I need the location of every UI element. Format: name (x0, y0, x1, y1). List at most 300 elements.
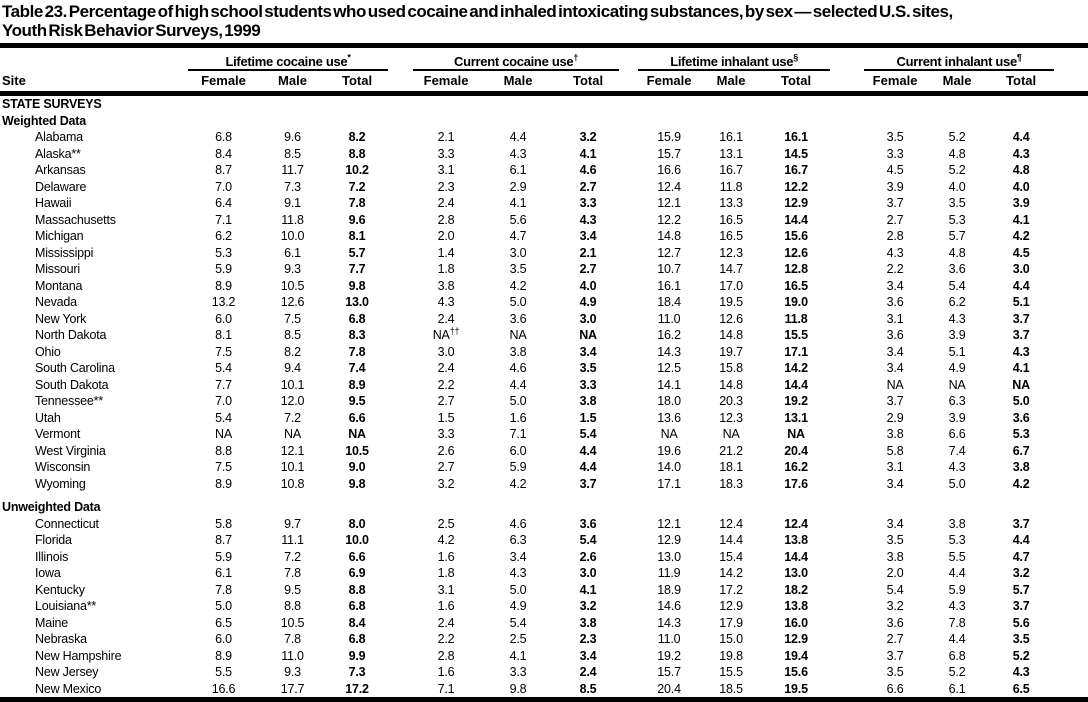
data-cell-total: 3.8 (579, 615, 597, 630)
data-cell-total: 16.0 (784, 615, 808, 630)
data-cell-total: 4.3 (579, 212, 597, 227)
group-gap (619, 426, 638, 443)
group-gap (619, 129, 638, 146)
group-gap (1054, 393, 1088, 410)
group-gap (619, 278, 638, 295)
data-cell-female: 7.0 (215, 179, 232, 194)
data-cell-female: 3.5 (886, 665, 904, 680)
site-name-cell: New Mexico (35, 681, 102, 696)
group-gap (388, 146, 413, 163)
group-gap (830, 344, 864, 361)
data-cell-female: 4.5 (886, 163, 904, 178)
data-cell-female: 2.1 (437, 130, 455, 145)
group-gap (388, 443, 413, 460)
data-cell-female: 8.9 (215, 648, 232, 663)
site-name-cell: West Virginia (35, 443, 106, 458)
data-cell-total: 3.7 (579, 476, 597, 491)
data-cell-female: 3.6 (886, 615, 904, 630)
group-gap (1054, 344, 1088, 361)
data-cell-female: 3.5 (886, 130, 904, 145)
site-name-cell: Delaware (35, 179, 87, 194)
data-cell-total: 3.8 (1012, 460, 1030, 475)
data-cell-total: 2.3 (579, 632, 597, 647)
data-cell-female: 3.4 (886, 278, 904, 293)
data-cell-total: 3.6 (579, 516, 597, 531)
data-cell-female: 8.9 (215, 476, 232, 491)
data-cell-male: 12.0 (280, 394, 305, 409)
data-cell-male: 3.4 (509, 549, 527, 564)
data-cell-total: 12.4 (784, 516, 808, 531)
table-row-arkansas (0, 162, 1088, 179)
table-row-nevada (0, 294, 1088, 311)
data-cell-male: 16.5 (719, 229, 743, 244)
group-gap (1054, 294, 1088, 311)
group-gap (1054, 631, 1088, 648)
data-cell-male: 3.5 (948, 196, 966, 211)
data-cell-male: 10.5 (280, 615, 305, 630)
group-gap (830, 179, 864, 196)
data-cell-male: 5.9 (948, 582, 966, 597)
data-cell-total: 17.6 (784, 476, 808, 491)
data-cell-female: 4.2 (437, 533, 455, 548)
site-name-cell: Wisconsin (35, 460, 91, 475)
data-cell-female: 16.6 (211, 681, 236, 696)
data-cell-total: 4.4 (1012, 533, 1030, 548)
data-cell-total: 16.5 (784, 278, 808, 293)
table-row-missouri (0, 261, 1088, 278)
data-cell-female: 19.6 (657, 443, 681, 458)
data-cell-male: 4.3 (948, 311, 966, 326)
table-row-connecticut (0, 516, 1088, 533)
data-cell-female: 7.7 (215, 377, 232, 392)
data-cell-total: 4.3 (1012, 344, 1030, 359)
data-cell-female: 3.3 (437, 146, 455, 161)
site-column-header: Site (2, 73, 26, 88)
data-cell-male: 18.3 (719, 476, 743, 491)
group-gap (830, 70, 864, 91)
data-cell-male: 6.1 (509, 163, 527, 178)
data-cell-female: 3.8 (437, 278, 455, 293)
col-header-female: Female (201, 73, 246, 88)
section-heading-weighted-data: Weighted Data (2, 113, 86, 128)
data-cell-total: 1.5 (579, 410, 597, 425)
data-cell-total: 12.9 (784, 196, 808, 211)
group-gap (830, 443, 864, 460)
group-gap (619, 70, 638, 91)
group-gap (388, 516, 413, 533)
group-gap (1054, 476, 1088, 493)
group-gap (830, 582, 864, 599)
group-gap (388, 261, 413, 278)
group-gap (1054, 212, 1088, 229)
group-gap (388, 426, 413, 443)
data-cell-total: 4.6 (579, 163, 597, 178)
data-cell-total: 12.2 (784, 179, 808, 194)
group-gap (830, 516, 864, 533)
data-cell-female: 7.5 (215, 344, 232, 359)
data-cell-total: 2.1 (579, 245, 597, 260)
group-gap (619, 459, 638, 476)
group-gap (619, 681, 638, 698)
data-cell-male: 15.4 (719, 549, 743, 564)
data-cell-male: 11.8 (719, 179, 743, 194)
data-cell-male: 10.0 (280, 229, 305, 244)
data-cell-female: 4.3 (886, 245, 904, 260)
site-name-cell: Alabama (35, 130, 83, 145)
data-cell-male: 4.6 (509, 516, 527, 531)
col-header-total: Total (781, 73, 812, 88)
data-cell-total: 14.4 (784, 549, 808, 564)
data-cell-male: 4.3 (509, 566, 527, 581)
group-gap (619, 582, 638, 599)
group-gap (830, 162, 864, 179)
table-row-south-dakota (0, 377, 1088, 394)
group-gap (388, 664, 413, 681)
data-cell-total: 4.1 (1012, 212, 1030, 227)
data-cell-total: 3.4 (579, 648, 597, 663)
data-cell-male: 9.4 (284, 361, 301, 376)
data-cell-female: 14.1 (657, 377, 681, 392)
data-cell-female: 6.4 (215, 196, 232, 211)
data-cell-female: 3.4 (886, 361, 904, 376)
data-cell-male: 2.9 (509, 179, 527, 194)
data-cell-female: 7.1 (437, 681, 455, 696)
data-cell-male: 9.5 (284, 582, 301, 597)
site-name-cell: Connecticut (35, 516, 99, 531)
group-gap (388, 228, 413, 245)
group-gap (619, 516, 638, 533)
data-cell-total: 4.0 (1012, 179, 1030, 194)
group-gap (619, 261, 638, 278)
site-name-cell: Hawaii (35, 196, 72, 211)
data-cell-female: 6.8 (215, 130, 232, 145)
group-gap (388, 615, 413, 632)
data-cell-female: 2.7 (437, 460, 455, 475)
data-cell-male: 17.2 (719, 582, 743, 597)
data-cell-male: 15.0 (719, 632, 743, 647)
data-cell-total: 4.7 (1012, 549, 1030, 564)
data-cell-female: 3.8 (886, 549, 904, 564)
group-gap (388, 179, 413, 196)
data-cell-male: 7.5 (284, 311, 301, 326)
group-gap (1054, 410, 1088, 427)
data-cell-female: 11.9 (657, 566, 681, 581)
group-header-lifetime-inhalant-use: Lifetime inhalant use§ (638, 48, 830, 70)
group-gap (830, 615, 864, 632)
group-gap (830, 476, 864, 493)
data-cell-female: 14.3 (657, 344, 681, 359)
data-cell-female: 3.2 (437, 476, 455, 491)
data-cell-female: NA (886, 377, 904, 392)
site-name-cell: North Dakota (35, 328, 107, 343)
data-cell-total: 4.1 (579, 146, 597, 161)
data-cell-female: 2.4 (437, 615, 455, 630)
data-cell-male: 13.1 (719, 146, 743, 161)
data-cell-female: 19.2 (657, 648, 681, 663)
data-cell-female: 4.3 (437, 295, 455, 310)
data-cell-female: 1.8 (437, 566, 455, 581)
group-gap (830, 278, 864, 295)
col-header-male: Male (503, 73, 533, 88)
data-cell-male: 5.2 (948, 163, 966, 178)
data-cell-total: 15.6 (784, 665, 808, 680)
data-cell-male: 3.9 (948, 410, 966, 425)
data-cell-total: 7.8 (348, 344, 366, 359)
table-row-montana (0, 278, 1088, 295)
data-cell-male: 10.1 (280, 460, 305, 475)
data-cell-male: 4.2 (509, 278, 527, 293)
data-cell-female: 8.9 (215, 278, 232, 293)
data-cell-female: 14.6 (657, 599, 681, 614)
group-gap (388, 360, 413, 377)
data-cell-male: 3.5 (509, 262, 527, 277)
data-cell-female: 3.1 (437, 582, 455, 597)
footnote-marker: ¶ (1016, 52, 1022, 63)
data-cell-total: 2.4 (579, 665, 597, 680)
group-gap (1054, 598, 1088, 615)
group-gap (830, 410, 864, 427)
data-cell-total: 4.3 (1012, 146, 1030, 161)
group-gap (619, 648, 638, 665)
site-name-cell: Ohio (35, 344, 61, 359)
group-gap (619, 393, 638, 410)
data-cell-total: 14.4 (784, 212, 808, 227)
data-cell-female: 12.2 (657, 212, 681, 227)
data-cell-female: 7.5 (215, 460, 232, 475)
group-gap (388, 70, 413, 91)
group-gap (388, 459, 413, 476)
table-row-mississippi (0, 245, 1088, 262)
group-gap (830, 426, 864, 443)
data-cell-female: NA†† (432, 327, 460, 343)
data-cell-male: 3.9 (948, 328, 966, 343)
data-cell-female: 3.2 (886, 599, 904, 614)
data-cell-female: 5.9 (215, 262, 232, 277)
data-cell-total: 5.1 (1012, 295, 1030, 310)
data-cell-female: 7.0 (215, 394, 232, 409)
col-header-male: Male (278, 73, 307, 88)
table-row-alabama (0, 129, 1088, 146)
table-row-kentucky (0, 582, 1088, 599)
group-gap (1054, 129, 1088, 146)
site-name-cell: New York (35, 311, 87, 326)
data-cell-female: 2.9 (886, 410, 904, 425)
group-gap (388, 393, 413, 410)
data-cell-total: 4.1 (1012, 361, 1030, 376)
data-cell-male: 11.7 (281, 163, 304, 178)
site-name-cell: Mississippi (35, 245, 94, 260)
table-title-line-1: Table 23. Percentage of high school students who used cocaine and inhaled intoxicating substances, by sex — selected U.S. sites, (2, 2, 953, 21)
data-cell-male: 9.8 (509, 681, 527, 696)
data-cell-male: 4.4 (509, 377, 527, 392)
data-cell-male: 5.4 (509, 615, 527, 630)
data-cell-male: 4.7 (509, 229, 527, 244)
site-name-cell: Vermont (35, 427, 81, 442)
group-gap (1054, 549, 1088, 566)
data-cell-female: 20.4 (657, 681, 681, 696)
data-cell-total: 5.6 (1012, 615, 1030, 630)
data-cell-male: NA (284, 427, 301, 442)
group-gap (830, 377, 864, 394)
group-gap (388, 565, 413, 582)
group-gap (830, 532, 864, 549)
data-cell-female: 3.4 (886, 516, 904, 531)
data-cell-total: 19.0 (784, 295, 808, 310)
group-gap (388, 212, 413, 229)
data-cell-total: 8.9 (348, 377, 366, 392)
data-cell-total: 6.9 (348, 566, 366, 581)
group-gap (619, 360, 638, 377)
group-gap (388, 162, 413, 179)
data-cell-total: 3.7 (1012, 311, 1030, 326)
data-cell-female: 3.5 (886, 533, 904, 548)
group-gap (830, 195, 864, 212)
group-gap (619, 410, 638, 427)
group-gap (1054, 327, 1088, 344)
data-cell-male: 8.5 (284, 328, 301, 343)
data-cell-total: 5.0 (1012, 394, 1030, 409)
data-cell-male: 4.4 (948, 566, 966, 581)
data-cell-female: 12.1 (657, 516, 681, 531)
data-cell-male: 9.7 (284, 516, 301, 531)
group-gap (1054, 48, 1088, 70)
data-cell-female: 2.8 (886, 229, 904, 244)
table-row-hawaii (0, 195, 1088, 212)
data-cell-total: 8.0 (348, 516, 366, 531)
data-cell-male: 17.9 (719, 615, 743, 630)
data-cell-male: 4.3 (948, 599, 966, 614)
data-cell-female: 2.0 (886, 566, 904, 581)
group-gap (1054, 681, 1088, 698)
data-cell-total: 4.2 (1012, 229, 1030, 244)
data-cell-total: 8.1 (348, 229, 366, 244)
data-cell-total: 3.9 (1012, 196, 1030, 211)
data-cell-female: 13.0 (657, 549, 681, 564)
group-gap (1054, 516, 1088, 533)
site-name-cell: Illinois (35, 549, 69, 564)
data-cell-male: 6.2 (948, 295, 966, 310)
data-cell-female: 15.7 (657, 146, 681, 161)
group-gap (388, 327, 413, 344)
data-cell-male: 9.1 (284, 196, 301, 211)
table-row-nebraska (0, 631, 1088, 648)
data-cell-female: 2.7 (886, 212, 904, 227)
data-cell-total: 8.3 (348, 328, 366, 343)
group-gap (388, 294, 413, 311)
data-cell-male: 4.3 (509, 146, 527, 161)
data-cell-male: 4.1 (509, 648, 527, 663)
data-cell-female: 11.0 (657, 632, 681, 647)
data-cell-total: 13.0 (784, 566, 808, 581)
data-cell-female: 5.4 (215, 361, 232, 376)
data-cell-female: 6.0 (215, 311, 232, 326)
col-header-female: Female (646, 73, 692, 88)
group-gap (388, 48, 413, 70)
group-gap (619, 615, 638, 632)
group-gap (388, 129, 413, 146)
data-cell-male: 5.3 (948, 533, 966, 548)
section-heading-unweighted-data: Unweighted Data (2, 500, 101, 515)
section-heading-state-surveys: STATE SURVEYS (2, 97, 102, 112)
data-cell-female: 11.0 (657, 311, 681, 326)
site-name-cell: Wyoming (35, 476, 86, 491)
group-gap (830, 129, 864, 146)
data-cell-total: 8.5 (579, 681, 597, 696)
data-cell-female: 3.1 (886, 311, 904, 326)
group-gap (619, 327, 638, 344)
data-cell-male: NA (509, 328, 527, 343)
data-cell-total: 19.5 (784, 681, 808, 696)
data-cell-male: 8.8 (284, 599, 301, 614)
data-cell-female: 8.7 (215, 533, 232, 548)
data-cell-total: 13.8 (784, 533, 808, 548)
data-cell-male: 8.2 (284, 344, 301, 359)
group-gap (1054, 195, 1088, 212)
footnote-marker: § (793, 52, 798, 63)
data-cell-female: 5.5 (215, 665, 232, 680)
table-body (0, 96, 1088, 697)
group-gap (830, 294, 864, 311)
data-cell-female: 3.3 (886, 146, 904, 161)
data-cell-male: 20.3 (719, 394, 743, 409)
group-gap (830, 327, 864, 344)
data-cell-male: 5.2 (948, 130, 966, 145)
group-gap (388, 648, 413, 665)
table-row-wyoming (0, 476, 1088, 493)
data-cell-male: 4.0 (948, 179, 966, 194)
data-cell-female: 1.6 (437, 665, 455, 680)
data-cell-female: 14.8 (657, 229, 681, 244)
table-row-vermont (0, 426, 1088, 443)
data-cell-total: 16.2 (784, 460, 808, 475)
data-cell-female: 12.5 (657, 361, 681, 376)
data-cell-total: 6.6 (348, 410, 366, 425)
data-cell-female: 3.7 (886, 648, 904, 663)
table-row-tennessee (0, 393, 1088, 410)
section-heading-row (0, 96, 1088, 113)
group-gap (619, 311, 638, 328)
data-cell-female: 15.7 (657, 665, 681, 680)
table-row-south-carolina (0, 360, 1088, 377)
group-gap (388, 195, 413, 212)
group-gap (388, 344, 413, 361)
data-cell-female: 2.0 (437, 229, 455, 244)
data-cell-female: 15.9 (657, 130, 681, 145)
site-name-cell: Arkansas (35, 163, 86, 178)
data-cell-total: 6.6 (348, 549, 366, 564)
data-cell-female: 5.9 (215, 549, 232, 564)
sub-header-row (0, 70, 1088, 91)
data-cell-total: 3.0 (579, 311, 597, 326)
site-column-spacer (0, 48, 188, 70)
data-cell-female: 5.3 (215, 245, 232, 260)
site-name-cell: Montana (35, 278, 83, 293)
site-name-cell: Nevada (35, 295, 77, 310)
data-cell-total: 7.3 (348, 665, 366, 680)
data-cell-female: 1.4 (437, 245, 455, 260)
data-cell-female: 2.7 (886, 632, 904, 647)
data-cell-male: 10.1 (280, 377, 305, 392)
data-cell-male: 7.4 (948, 443, 966, 458)
data-cell-total: 3.2 (579, 599, 597, 614)
data-cell-total: 3.3 (579, 377, 597, 392)
site-name-cell: Alaska** (35, 146, 81, 161)
group-gap (388, 245, 413, 262)
data-cell-female: 5.4 (886, 582, 904, 597)
data-cell-total: 8.2 (348, 130, 366, 145)
site-name-cell: South Carolina (35, 361, 115, 376)
group-gap (1054, 360, 1088, 377)
